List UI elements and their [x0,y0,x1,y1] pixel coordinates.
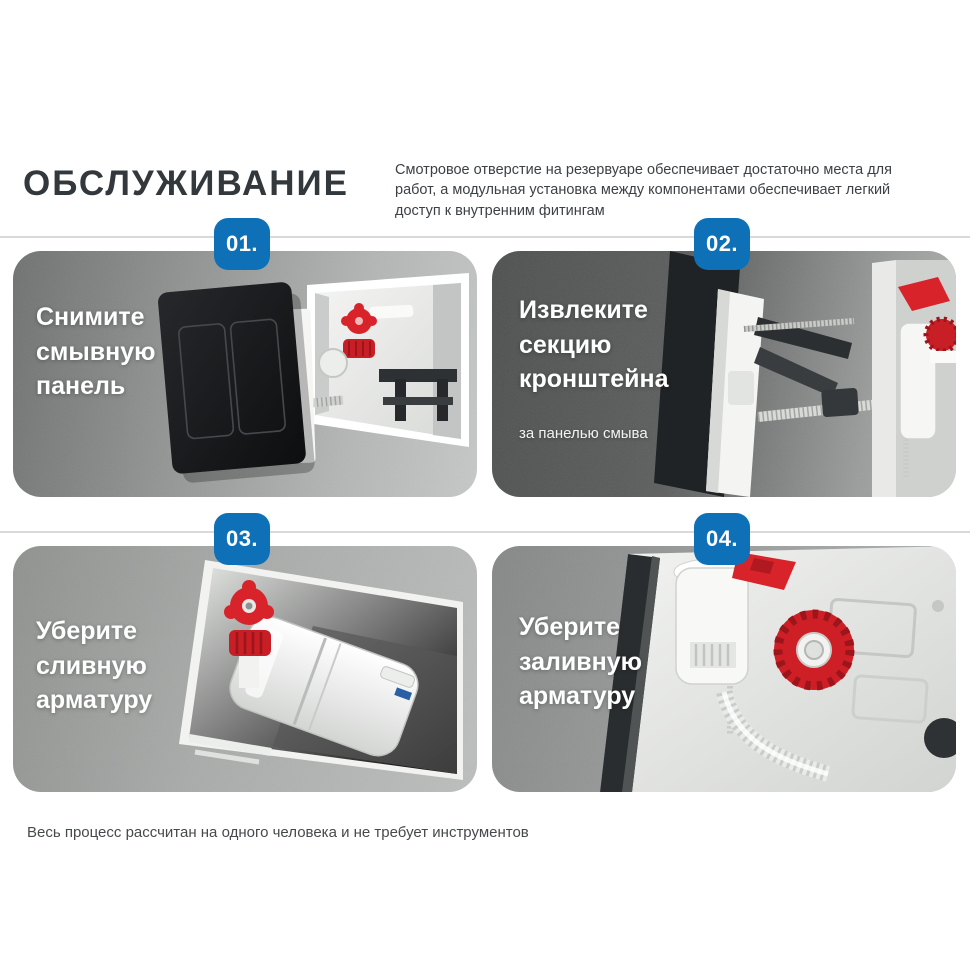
step-card-4 [492,546,956,792]
step-card-3 [13,546,477,792]
row-separator-1 [0,236,970,238]
step-card-2 [492,251,956,497]
step3-number-badge: 03. [214,513,270,565]
step2-number-badge: 02. [694,218,750,270]
step1-number-badge: 01. [214,218,270,270]
step2-subtitle: за панелью смыва [519,425,648,442]
step4-number-badge: 04. [694,513,750,565]
step-card-1 [13,251,477,497]
fill-valve-corner [872,260,956,497]
footer-note: Весь процесс рассчитан на одного человека и не требует инструментов [27,824,529,841]
step2-title: Извлеките секцию кронштейна [519,296,669,393]
step1-title: Снимите смывную панель [36,303,156,400]
row-separator-2 [0,531,970,533]
step3-title: Уберите сливную арматуру [36,617,153,714]
page-title: ОБСЛУЖИВАНИЕ [23,164,350,204]
step4-title: Уберите заливную арматуру [519,613,642,710]
page-description: Смотровое отверстие на резервуаре обеспечивает достаточно места для работ, а модульная установка между компонентами обеспечивает легкий доступ к внутренним фитингам [395,161,892,219]
